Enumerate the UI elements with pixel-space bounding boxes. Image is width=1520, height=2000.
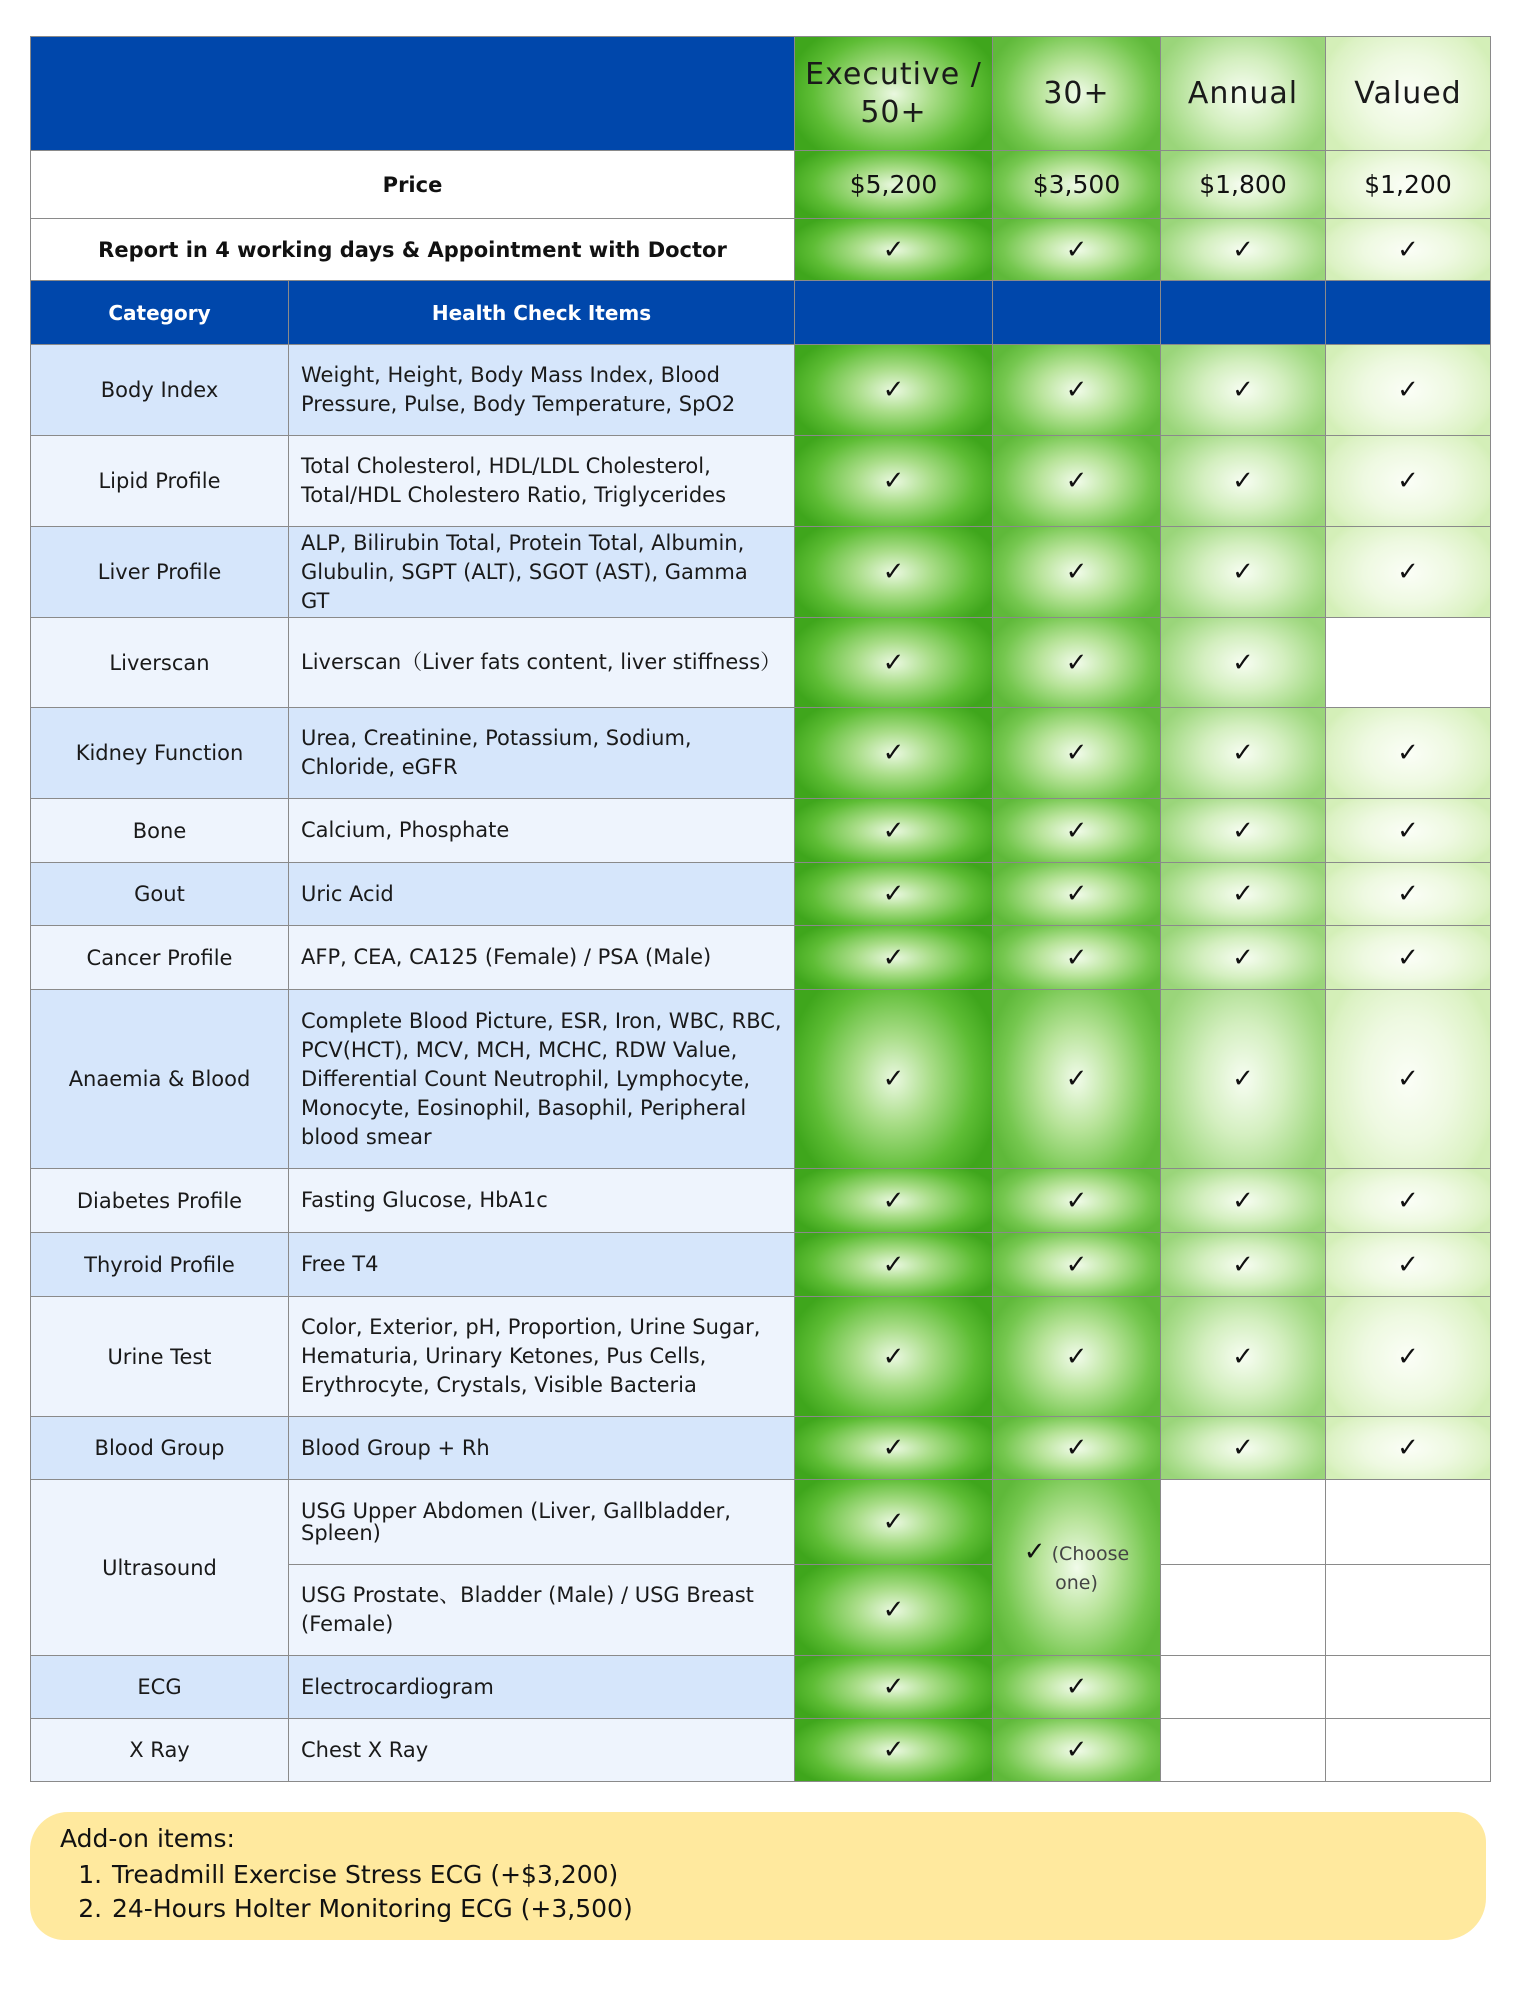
header-blank — [31, 37, 795, 151]
check-icon: ✓ — [795, 1233, 993, 1297]
row-category: X Ray — [31, 1719, 289, 1782]
table-row — [31, 1719, 1491, 1782]
check-icon: ✓ — [795, 219, 993, 281]
package-name: 30+ — [1043, 75, 1110, 111]
row-category: ECG — [31, 1656, 289, 1719]
check-icon: ✓ — [993, 1719, 1161, 1782]
empty-cell — [1326, 1656, 1491, 1719]
empty-cell — [1161, 1565, 1326, 1656]
check-icon: ✓ — [795, 1565, 993, 1656]
addon-panel — [30, 1812, 1486, 1940]
price-executive: $5,200 — [795, 151, 993, 219]
table-row — [31, 708, 1491, 799]
check-icon: ✓ — [795, 1417, 993, 1480]
table-row — [31, 1656, 1491, 1719]
empty-cell — [1326, 618, 1491, 708]
check-icon: ✓ — [1326, 436, 1491, 527]
check-icon: ✓ — [1023, 1536, 1046, 1567]
row-category: Body Index — [31, 345, 289, 436]
list-item: 1. Treadmill Exercise Stress ECG (+$3,200) — [110, 1858, 633, 1892]
package-annual — [1161, 37, 1326, 151]
check-icon: ✓ — [993, 1169, 1161, 1233]
header-blank — [1326, 281, 1491, 345]
row-category: Bone — [31, 799, 289, 863]
header-blank — [1161, 281, 1326, 345]
row-category: Ultrasound — [31, 1480, 289, 1656]
check-icon: ✓ — [993, 926, 1161, 990]
check-icon: ✓ — [993, 618, 1161, 708]
column-header-row — [31, 281, 1491, 345]
check-icon: ✓ — [795, 1169, 993, 1233]
check-icon: ✓ — [795, 1297, 993, 1417]
check-icon: ✓ — [1161, 799, 1326, 863]
check-icon: ✓ — [795, 926, 993, 990]
check-icon: ✓ — [1326, 527, 1491, 618]
check-icon: ✓ — [1161, 219, 1326, 281]
items-header: Health Check Items — [289, 281, 795, 345]
check-icon: ✓ — [1326, 708, 1491, 799]
package-name-line2: 50+ — [860, 94, 927, 130]
row-items: Weight, Height, Body Mass Index, Blood Pressure, Pulse, Body Temperature, SpO2 — [289, 345, 795, 436]
row-category: Gout — [31, 863, 289, 926]
check-icon: ✓ — [993, 708, 1161, 799]
row-items: Uric Acid — [289, 863, 795, 926]
table-row — [31, 1480, 1491, 1565]
price-row — [31, 151, 1491, 219]
table-row — [31, 1169, 1491, 1233]
check-icon: ✓ — [795, 345, 993, 436]
check-icon: ✓ — [993, 863, 1161, 926]
row-category: Anaemia & Blood — [31, 990, 289, 1169]
row-items: Liverscan（Liver fats content, liver stiffness） — [289, 618, 795, 708]
check-icon: ✓ — [1326, 799, 1491, 863]
empty-cell — [1161, 1480, 1326, 1565]
empty-cell — [1161, 1719, 1326, 1782]
check-icon: ✓ — [993, 1417, 1161, 1480]
table-row — [31, 527, 1491, 618]
table-row — [31, 1233, 1491, 1297]
price-30plus: $3,500 — [993, 151, 1161, 219]
empty-cell — [1326, 1565, 1491, 1656]
check-icon: ✓ — [1326, 1233, 1491, 1297]
table-row — [31, 436, 1491, 527]
row-items: Blood Group + Rh — [289, 1417, 795, 1480]
price-annual: $1,800 — [1161, 151, 1326, 219]
row-items: Fasting Glucose, HbA1c — [289, 1169, 795, 1233]
table-row — [31, 863, 1491, 926]
header-blank — [993, 281, 1161, 345]
row-items: ALP, Bilirubin Total, Protein Total, Albumin, Glubulin, SGPT (ALT), SGOT (AST), Gamma GT — [289, 527, 795, 618]
addon-title: Add-on items: — [60, 1824, 235, 1853]
check-icon: ✓ — [1161, 990, 1326, 1169]
package-name: Annual — [1187, 75, 1299, 111]
check-icon: ✓ — [1326, 863, 1491, 926]
check-icon: ✓ — [795, 527, 993, 618]
check-icon: ✓ — [993, 345, 1161, 436]
check-icon: ✓ — [1161, 1417, 1326, 1480]
check-icon: ✓ — [795, 1656, 993, 1719]
package-table — [30, 36, 1491, 1782]
check-icon: ✓ — [993, 436, 1161, 527]
check-icon: ✓ — [795, 1719, 993, 1782]
check-icon: ✓ — [1161, 1169, 1326, 1233]
row-category: Liverscan — [31, 618, 289, 708]
check-icon: ✓ — [795, 436, 993, 527]
check-icon: ✓ — [1161, 1297, 1326, 1417]
check-icon: ✓ — [993, 527, 1161, 618]
report-label: Report in 4 working days & Appointment with Doctor — [31, 219, 795, 281]
package-valued — [1326, 37, 1491, 151]
row-items: USG Prostate、Bladder (Male) / USG Breast (Female) — [289, 1565, 795, 1656]
package-30plus — [993, 37, 1161, 151]
package-name: Valued — [1354, 75, 1462, 111]
header-blank — [795, 281, 993, 345]
table-row — [31, 1297, 1491, 1417]
check-icon: ✓ — [795, 708, 993, 799]
check-icon: ✓ — [1326, 926, 1491, 990]
empty-cell — [1326, 1480, 1491, 1565]
check-icon: ✓ — [993, 1233, 1161, 1297]
health-check-comparison — [30, 36, 1490, 1782]
table-row — [31, 1417, 1491, 1480]
check-icon: ✓ — [993, 219, 1161, 281]
report-row — [31, 219, 1491, 281]
check-icon: ✓ — [1326, 1297, 1491, 1417]
price-label: Price — [31, 151, 795, 219]
price-valued: $1,200 — [1326, 151, 1491, 219]
check-icon: ✓ — [795, 799, 993, 863]
check-icon: ✓ — [1326, 1169, 1491, 1233]
check-icon: ✓ — [1161, 618, 1326, 708]
package-header-row — [31, 37, 1491, 151]
check-icon: ✓ — [795, 863, 993, 926]
check-icon: ✓ — [993, 1656, 1161, 1719]
row-category: Diabetes Profile — [31, 1169, 289, 1233]
check-icon: ✓ — [1326, 990, 1491, 1169]
check-icon: ✓ — [1326, 345, 1491, 436]
check-icon: ✓ — [1161, 708, 1326, 799]
check-icon: ✓ — [795, 618, 993, 708]
row-items: USG Upper Abdomen (Liver, Gallbladder, Spleen) — [289, 1480, 795, 1565]
check-icon: ✓ — [993, 990, 1161, 1169]
package-name: Executive / — [805, 56, 982, 92]
row-items: Chest X Ray — [289, 1719, 795, 1782]
check-icon: ✓ — [1161, 926, 1326, 990]
row-items: Free T4 — [289, 1233, 795, 1297]
row-items: Calcium, Phosphate — [289, 799, 795, 863]
check-icon: ✓ — [1161, 345, 1326, 436]
check-icon: ✓ — [993, 799, 1161, 863]
choose-one-cell — [993, 1480, 1161, 1656]
list-item: 2. 24-Hours Holter Monitoring ECG (+3,500) — [110, 1892, 633, 1926]
choose-one-label-line2: one) — [1055, 1571, 1098, 1594]
check-icon: ✓ — [1161, 527, 1326, 618]
table-row — [31, 618, 1491, 708]
check-icon: ✓ — [1161, 436, 1326, 527]
check-icon: ✓ — [1161, 863, 1326, 926]
row-items: AFP, CEA, CA125 (Female) / PSA (Male) — [289, 926, 795, 990]
check-icon: ✓ — [1326, 1417, 1491, 1480]
row-category: Kidney Function — [31, 708, 289, 799]
empty-cell — [1326, 1719, 1491, 1782]
empty-cell — [1161, 1656, 1326, 1719]
package-executive — [795, 37, 993, 151]
table-row — [31, 926, 1491, 990]
addon-list — [70, 1858, 633, 1926]
category-header: Category — [31, 281, 289, 345]
row-items: Color, Exterior, pH, Proportion, Urine Sugar, Hematuria, Urinary Ketones, Pus Cells, Erythrocyte, Crystals, Visible Bacteria — [289, 1297, 795, 1417]
table-row — [31, 345, 1491, 436]
row-items: Total Cholesterol, HDL/LDL Cholesterol, Total/HDL Cholestero Ratio, Triglycerides — [289, 436, 795, 527]
check-icon: ✓ — [795, 990, 993, 1169]
table-row — [31, 990, 1491, 1169]
check-icon: ✓ — [1326, 219, 1491, 281]
row-items: Electrocardiogram — [289, 1656, 795, 1719]
check-icon: ✓ — [795, 1480, 993, 1565]
row-category: Liver Profile — [31, 527, 289, 618]
row-category: Thyroid Profile — [31, 1233, 289, 1297]
check-icon: ✓ — [1161, 1233, 1326, 1297]
row-category: Cancer Profile — [31, 926, 289, 990]
check-icon: ✓ — [993, 1297, 1161, 1417]
choose-one-label: (Choose — [1051, 1542, 1130, 1565]
row-items: Urea, Creatinine, Potassium, Sodium, Chloride, eGFR — [289, 708, 795, 799]
table-row — [31, 799, 1491, 863]
row-items: Complete Blood Picture, ESR, Iron, WBC, RBC, PCV(HCT), MCV, MCH, MCHC, RDW Value, Differential Count Neutrophil, Lymphocyte, Monocyte, Eosinophil, Basophil, Peripheral blood smear — [289, 990, 795, 1169]
row-category: Urine Test — [31, 1297, 289, 1417]
row-category: Blood Group — [31, 1417, 289, 1480]
row-category: Lipid Profile — [31, 436, 289, 527]
